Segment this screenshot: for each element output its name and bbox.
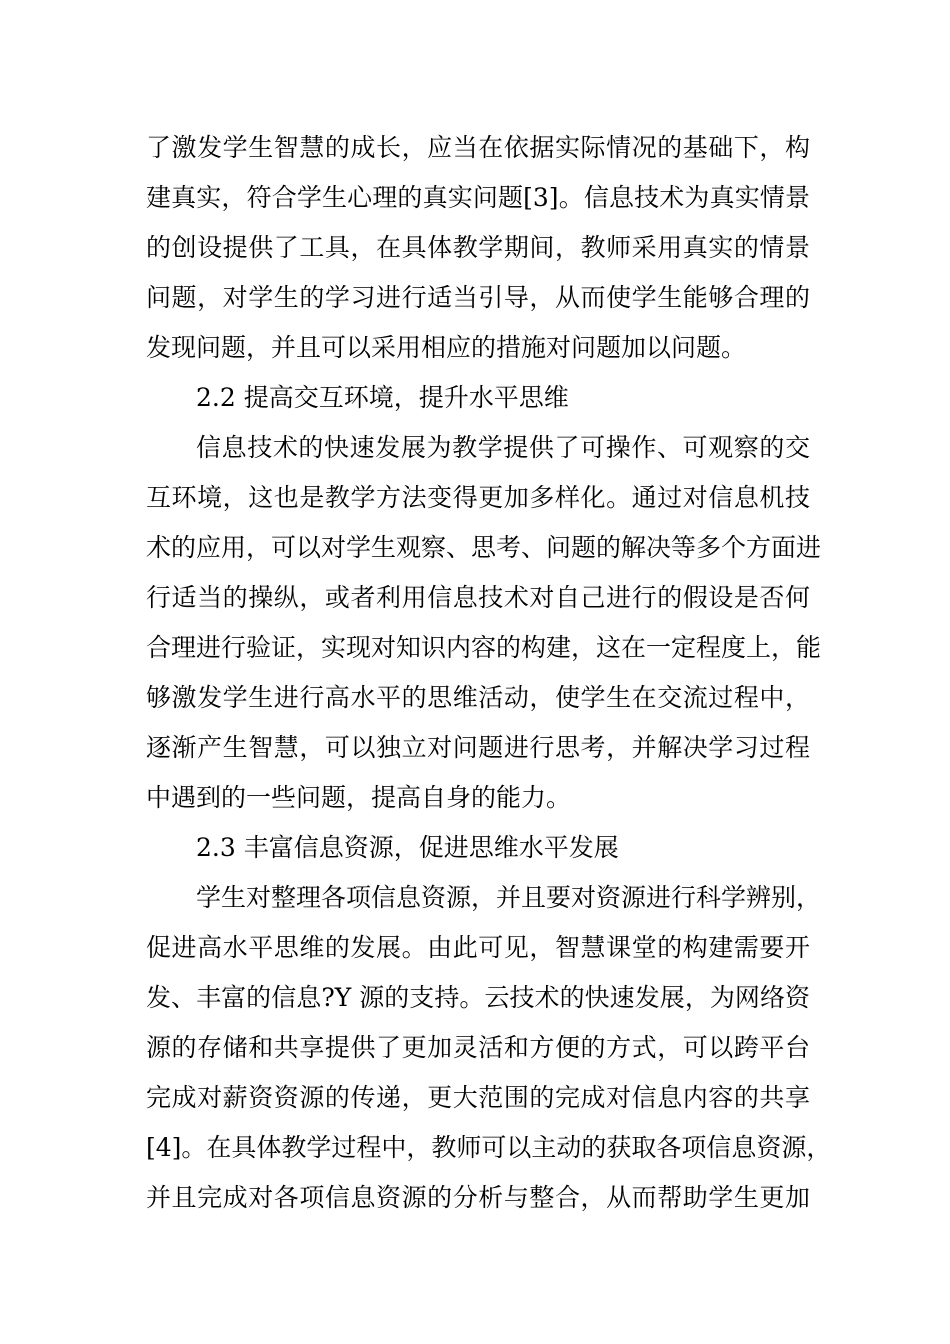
text-line: 中遇到的一些问题，提高自身的能力。 [146,783,572,812]
text-line: 术的应用，可以对学生观察、思考、问题的解决等多个方面进 [146,533,822,562]
text-line: 信息技术的快速发展为教学提供了可操作、可观察的交 [196,433,810,462]
text-line: 的创设提供了工具，在具体教学期间，教师采用真实的情景 [146,233,810,262]
text-line: 源的存储和共享提供了更加灵活和方便的方式，可以跨平台 [146,1033,810,1062]
text-line: 行适当的操纵，或者利用信息技术对自己进行的假设是否何 [146,583,810,612]
text-line: 促进高水平思维的发展。由此可见，智慧课堂的构建需要开 [146,933,810,962]
text-line: 了激发学生智慧的成长，应当在依据实际情况的基础下，构 [146,133,810,162]
text-line: 发、丰富的信息?Y 源的支持。云技术的快速发展，为网络资 [146,983,810,1012]
text-line: 合理进行验证，实现对知识内容的构建，这在一定程度上，能 [146,633,822,662]
text-line: 学生对整理各项信息资源，并且要对资源进行科学辨别， [196,883,822,912]
text-line: 完成对薪资资源的传递，更大范围的完成对信息内容的共享 [146,1083,810,1112]
text-line: 并且完成对各项信息资源的分析与整合，从而帮助学生更加 [146,1183,810,1212]
text-line: 够激发学生进行高水平的思维活动，使学生在交流过程中， [146,683,810,712]
text-line: 建真实，符合学生心理的真实问题[3]。信息技术为真实情景 [146,183,810,212]
section-heading: 2.2 提高交互环境，提升水平思维 [196,383,569,412]
text-line: 互环境，这也是教学方法变得更加多样化。通过对信息机技 [146,483,810,512]
text-line: 问题，对学生的学习进行适当引导，从而使学生能够合理的 [146,283,810,312]
text-line: 逐渐产生智慧，可以独立对问题进行思考，并解决学习过程 [146,733,810,762]
text-line: 发现问题，并且可以采用相应的措施对问题加以问题。 [146,333,747,362]
section-heading: 2.3 丰富信息资源，促进思维水平发展 [196,833,619,862]
text-line: [4]。在具体教学过程中，教师可以主动的获取各项信息资源， [146,1133,832,1162]
